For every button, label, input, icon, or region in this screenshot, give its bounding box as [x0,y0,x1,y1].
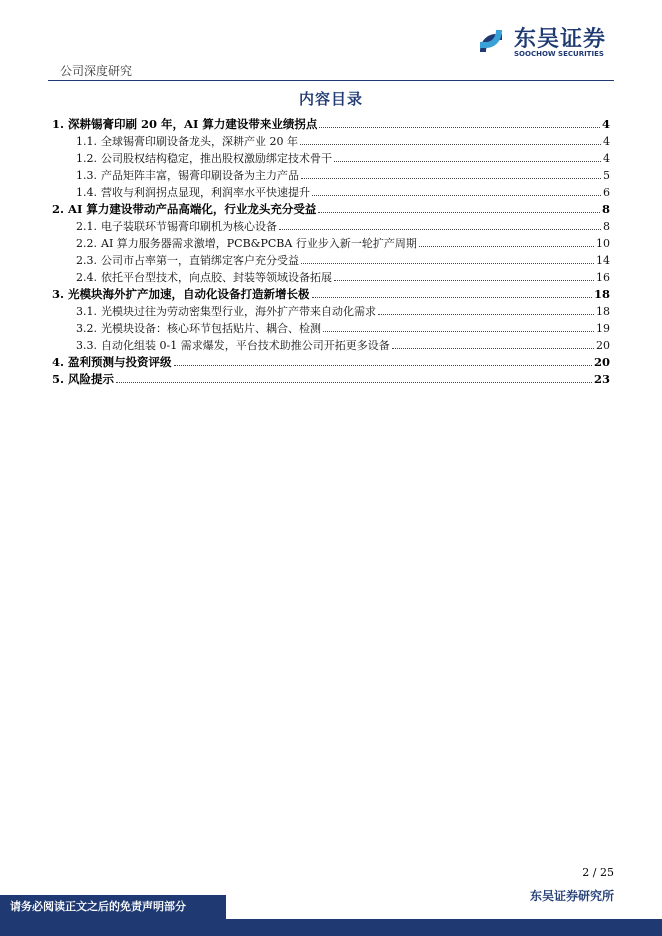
toc-subsection-link[interactable] [52,252,610,269]
soochow-logo-icon [474,24,508,58]
toc-entry-title: 光模块过往为劳动密集型行业，海外扩产带来自动化需求 [101,305,376,318]
toc-entry-page: 23 [593,372,610,386]
logo-cn-text: 东吴证券 [514,27,607,52]
toc-entry-title: 光模块设备：核心环节包括贴片、耦合、检测 [101,322,321,335]
toc-leader-dots [301,178,601,179]
toc-subsection-link[interactable] [52,269,610,286]
toc-subsection-link[interactable] [52,133,610,150]
toc-leader-dots [419,246,594,247]
toc-entry-number: 3.1. [76,305,97,318]
toc-subsection-link[interactable] [52,337,610,354]
toc-entry-number: 1. [52,117,65,131]
toc-section-link[interactable] [52,201,610,218]
toc-entry-title: 公司股权结构稳定，推出股权激励绑定技术骨干 [101,152,332,165]
toc-entry-title: 风险提示 [68,372,115,386]
toc-entry-number: 4. [52,355,65,369]
toc-entry-number: 2.2. [76,237,97,250]
toc-subsection-link[interactable] [52,218,610,235]
toc-leader-dots [319,127,600,128]
toc-leader-dots [116,382,592,383]
toc-entry-title: AI 算力建设带动产品高端化，行业龙头充分受益 [68,202,317,216]
toc-leader-dots [312,195,601,196]
footer-bar [0,919,662,936]
toc-leader-dots [300,144,601,145]
toc-entry-number: 2.3. [76,254,97,267]
toc-entry-page: 20 [596,339,610,352]
toc-entry-page: 6 [603,186,610,199]
toc-entry-number: 2. [52,202,65,216]
toc-entry-title: 盈利预测与投资评级 [68,355,172,369]
toc-entry-number: 5. [52,372,65,386]
toc-entry-number: 1.2. [76,152,97,165]
toc-entry-page: 5 [603,169,610,182]
toc-entry-number: 2.1. [76,220,97,233]
toc-entry-page: 10 [596,237,610,250]
toc-entry-number: 2.4. [76,271,97,284]
toc-entry-title: 光模块海外扩产加速，自动化设备打造新增长极 [68,287,310,301]
toc-title: 内容目录 [298,90,363,108]
footer-org-name: 东吴证券研究所 [529,889,614,903]
toc-entry-title: 电子装联环节锡膏印刷机为核心设备 [101,220,277,233]
toc-entry-title: 营收与利润拐点显现，利润率水平快速提升 [101,186,310,199]
toc-entry-number: 3.3. [76,339,97,352]
toc-section-link[interactable] [52,286,610,303]
toc-section-link[interactable] [52,116,610,133]
toc-subsection-link[interactable] [52,235,610,252]
toc-leader-dots [334,280,594,281]
doc-type-label: 公司深度研究 [60,64,133,78]
toc-subsection-link[interactable] [52,184,610,201]
toc-leader-dots [174,365,592,366]
toc-entry-page: 18 [596,305,610,318]
toc-entry-page: 8 [601,202,610,216]
toc-leader-dots [334,161,601,162]
toc-entry-page: 8 [603,220,610,233]
toc-section-link[interactable] [52,354,610,371]
toc-leader-dots [318,212,600,213]
toc-entry-page: 4 [603,135,610,148]
toc-subsection-link[interactable] [52,320,610,337]
toc-leader-dots [301,263,594,264]
toc-entry-title: 全球锡膏印刷设备龙头，深耕产业 20 年 [101,135,298,148]
toc-entry-title: AI 算力服务器需求激增，PCB&PCBA 行业步入新一轮扩产周期 [101,237,417,250]
toc-entry-title: 产品矩阵丰富，锡膏印刷设备为主力产品 [101,169,299,182]
toc-entry-title: 依托平台型技术，向点胶、封装等领域设备拓展 [101,271,332,284]
toc-entry-page: 18 [593,287,610,301]
toc-leader-dots [312,297,592,298]
toc-entry-number: 1.1. [76,135,97,148]
toc-entry-page: 16 [596,271,610,284]
table-of-contents [52,116,610,388]
toc-section-link[interactable] [52,371,610,388]
page-number: 2 / 25 [582,866,614,879]
toc-subsection-link[interactable] [52,150,610,167]
toc-entry-page: 4 [603,152,610,165]
toc-entry-number: 3. [52,287,65,301]
disclaimer-notice: 请务必阅读正文之后的免责声明部分 [0,895,226,919]
toc-entry-number: 1.4. [76,186,97,199]
toc-entry-page: 14 [596,254,610,267]
toc-entry-number: 1.3. [76,169,97,182]
toc-leader-dots [392,348,594,349]
toc-leader-dots [378,314,594,315]
toc-entry-title: 深耕锡膏印刷 20 年，AI 算力建设带来业绩拐点 [68,117,318,131]
toc-entry-page: 19 [596,322,610,335]
toc-entry-page: 4 [601,117,610,131]
logo-en-text: SOOCHOW SECURITIES [514,50,604,58]
toc-entry-number: 3.2. [76,322,97,335]
toc-entry-title: 公司市占率第一，直销绑定客户充分受益 [101,254,299,267]
toc-leader-dots [323,331,594,332]
toc-leader-dots [279,229,601,230]
toc-entry-page: 20 [593,355,610,369]
toc-subsection-link[interactable] [52,167,610,184]
toc-subsection-link[interactable] [52,303,610,320]
toc-entry-title: 自动化组装 0-1 需求爆发，平台技术助推公司开拓更多设备 [101,339,390,352]
header-divider [48,80,614,81]
company-logo [474,22,614,62]
